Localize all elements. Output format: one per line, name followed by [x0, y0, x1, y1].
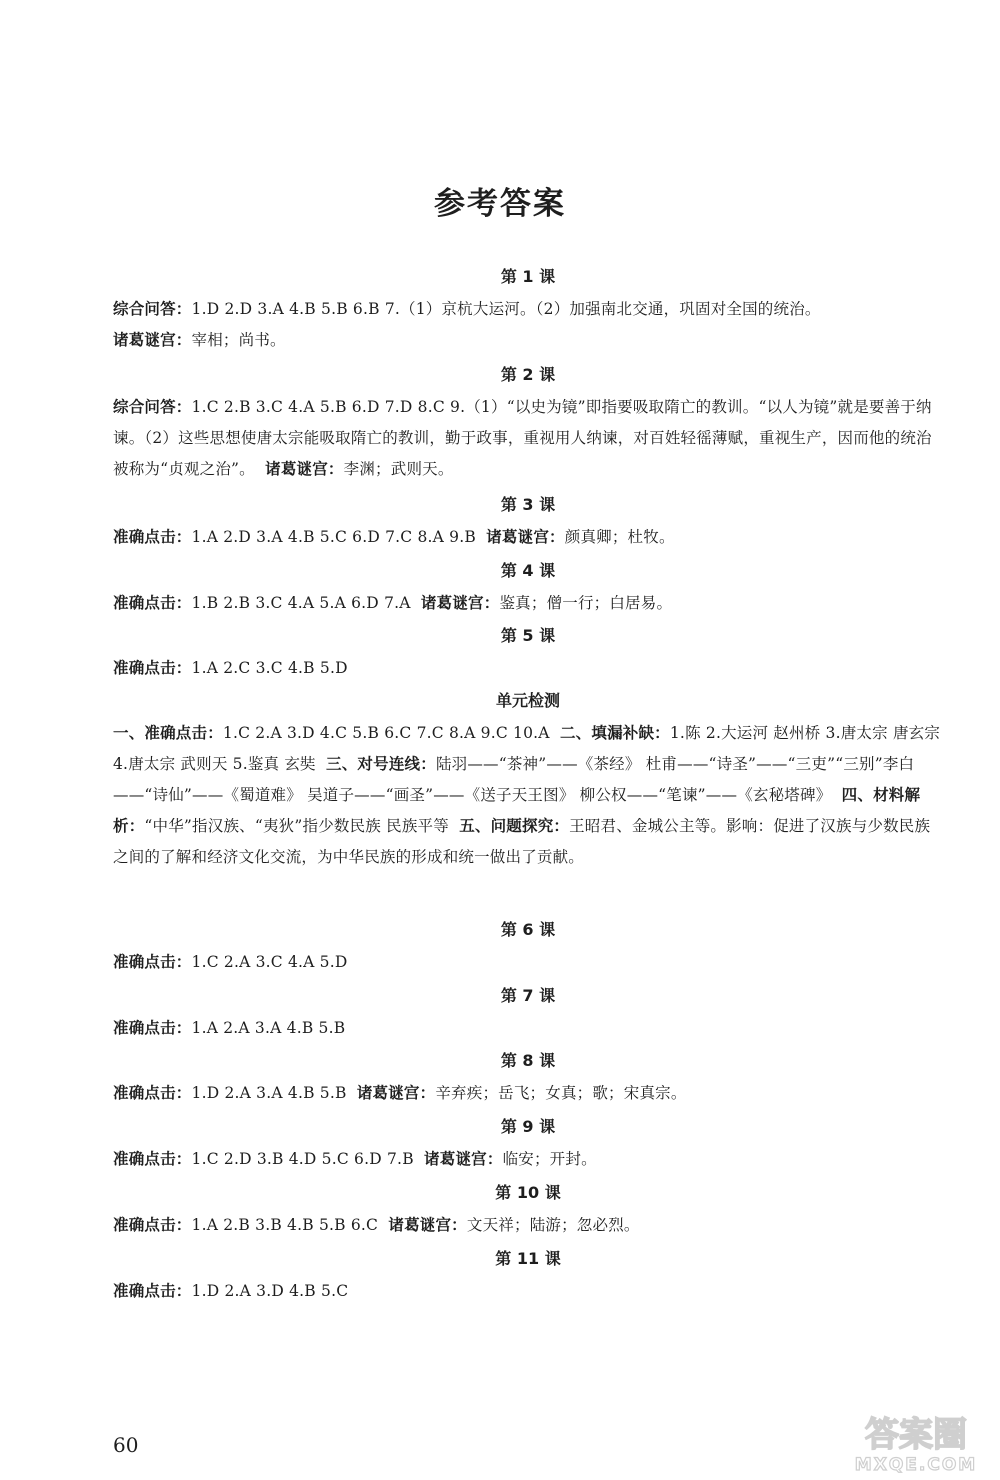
answer-line: [113, 653, 943, 684]
answer-label: 五、问题探究：: [459, 817, 570, 835]
answer-text: 1.C 2.B 3.C 4.A 5.B 6.D 7.D 8.C 9.（1）“以史为镜”即指要吸取隋亡的教训。“以人为镜”就是要善于纳谏。（2）这些思想使唐太宗能吸取隋亡的教训，勤于政事，重视用人纳谏，对百姓轻徭薄赋，重视生产，因而他的统治被称为“贞观之治”。: [113, 398, 932, 478]
answer-label: 一、准确点击：: [113, 724, 223, 742]
answer-label: 准确点击：: [113, 659, 192, 677]
answer-line: [113, 947, 943, 978]
answer-label: 四、材料解析：: [113, 786, 921, 835]
watermark-logo: [846, 1408, 986, 1476]
page-title: 参考答案: [434, 186, 566, 222]
answer-label: 准确点击：: [113, 528, 192, 546]
watermark-text: 答案圈: [865, 1415, 967, 1455]
lesson-heading: 第 6 课: [500, 920, 556, 939]
answer-label: 准确点击：: [113, 1150, 192, 1168]
answer-label: 二、填漏补缺：: [559, 724, 670, 742]
lesson-heading: 第 5 课: [500, 626, 556, 645]
answer-label: 准确点击：: [113, 1084, 192, 1102]
lesson-11-section: [113, 1246, 943, 1307]
page-number: 60: [113, 1433, 139, 1457]
answer-text: 1.A 2.A 3.A 4.B 5.B: [191, 1019, 346, 1037]
answer-text: 1.A 2.B 3.B 4.B 5.B 6.C: [191, 1216, 379, 1234]
lesson-10-section: [113, 1180, 943, 1241]
answer-label: 三、对号连线：: [326, 755, 436, 773]
answer-label: 准确点击：: [113, 1282, 192, 1300]
lesson-heading: 第 2 课: [500, 365, 556, 384]
lesson-heading: 第 10 课: [495, 1183, 561, 1202]
answer-label: 诸葛谜宫：: [265, 460, 344, 478]
lesson-heading: 第 9 课: [500, 1117, 556, 1136]
answer-label: 诸葛谜宫：: [113, 331, 192, 349]
answer-text: 辛弃疾；岳飞；女真；歌；宋真宗。: [435, 1084, 687, 1102]
lesson-heading: 第 7 课: [500, 986, 556, 1005]
answer-text: 1.C 2.A 3.D 4.C 5.B 6.C 7.C 8.A 9.C 10.A: [222, 724, 550, 742]
answer-label: 准确点击：: [113, 1019, 192, 1037]
answer-text: 颜真卿；杜牧。: [564, 528, 675, 546]
unit-test-answers: [113, 718, 943, 873]
answer-label: 准确点击：: [113, 1216, 192, 1234]
answer-line: [113, 1078, 943, 1109]
answer-label: 诸葛谜宫：: [424, 1150, 503, 1168]
answer-text: 鉴真；僧一行；白居易。: [499, 594, 673, 612]
lesson-1-section: [113, 264, 943, 356]
answer-label: 诸葛谜宫：: [388, 1216, 467, 1234]
answer-text: 陆羽——“茶神”——《茶经》 杜甫——“诗圣”——“三吏”“三别”李白——“诗仙”——《蜀道难》 吴道子——“画圣”——《送子天王图》 柳公权——“笔谏”——《玄秘塔碑》: [113, 755, 915, 804]
lesson-heading: 第 1 课: [500, 267, 556, 286]
lesson-4-section: [113, 558, 943, 619]
unit-test-section: [113, 688, 943, 873]
answer-line: [113, 588, 943, 619]
answer-label: 诸葛谜宫：: [420, 594, 500, 612]
answer-line: [113, 392, 943, 485]
answer-text: 1.A 2.C 3.C 4.B 5.D: [191, 659, 348, 677]
answer-text: “中华”指汉族、“夷狄”指少数民族 民族平等: [144, 817, 449, 835]
lesson-heading: 第 4 课: [500, 561, 556, 580]
lesson-6-section: [113, 917, 943, 978]
answer-label: 综合问答：: [113, 300, 192, 318]
answer-text: 1.D 2.A 3.D 4.B 5.C: [191, 1282, 349, 1300]
answer-text: 1.B 2.B 3.C 4.A 5.A 6.D 7.A: [191, 594, 411, 612]
answer-text: 王昭君、金城公主等。影响：促进了汉族与少数民族之间的了解和经济文化交流，为中华民族的形成和统一做出了贡献。: [113, 817, 931, 866]
watermark-domain: MXQE.COM: [854, 1455, 978, 1475]
answer-label: 诸葛谜宫：: [356, 1084, 436, 1102]
lesson-2-section: [113, 362, 943, 485]
answer-text: 1.D 2.A 3.A 4.B 5.B: [191, 1084, 347, 1102]
answer-label: 准确点击：: [113, 953, 192, 971]
lesson-9-section: [113, 1114, 943, 1175]
answer-text: 文天祥；陆游；忽必烈。: [466, 1216, 640, 1234]
answer-text: 1.A 2.D 3.A 4.B 5.C 6.D 7.C 8.A 9.B: [191, 528, 476, 546]
answer-text: 1.C 2.A 3.C 4.A 5.D: [191, 953, 348, 971]
lesson-5-section: [113, 623, 943, 684]
answer-line: [113, 1144, 943, 1175]
answer-line: [113, 1276, 943, 1307]
lesson-heading: 第 11 课: [495, 1249, 561, 1268]
answer-line: [113, 1013, 943, 1044]
answer-line: [113, 325, 943, 356]
lesson-3-section: [113, 492, 943, 553]
lesson-7-section: [113, 983, 943, 1044]
answer-text: 李渊；武则天。: [343, 460, 454, 478]
answer-line: [113, 1210, 943, 1241]
lesson-heading: 第 8 课: [500, 1051, 556, 1070]
answer-line: [113, 522, 943, 553]
answer-text: 1.C 2.D 3.B 4.D 5.C 6.D 7.B: [191, 1150, 414, 1168]
answer-text: 1.D 2.D 3.A 4.B 5.B 6.B 7.（1）京杭大运河。（2）加强南北交通，巩固对全国的统治。: [191, 300, 821, 318]
unit-test-heading: 单元检测: [495, 691, 560, 710]
lesson-8-section: [113, 1048, 943, 1109]
lesson-heading: 第 3 课: [500, 495, 556, 514]
answer-label: 诸葛谜宫：: [486, 528, 565, 546]
answer-text: 1.陈 2.大运河 赵州桥 3.唐太宗 唐玄宗 4.唐太宗 武则天 5.鉴真 玄奘: [113, 724, 941, 773]
answer-label: 综合问答：: [113, 398, 192, 416]
answer-text: 宰相；尚书。: [191, 331, 286, 349]
answer-line: [113, 294, 943, 325]
answer-text: 临安；开封。: [502, 1150, 597, 1168]
answer-label: 准确点击：: [113, 594, 192, 612]
